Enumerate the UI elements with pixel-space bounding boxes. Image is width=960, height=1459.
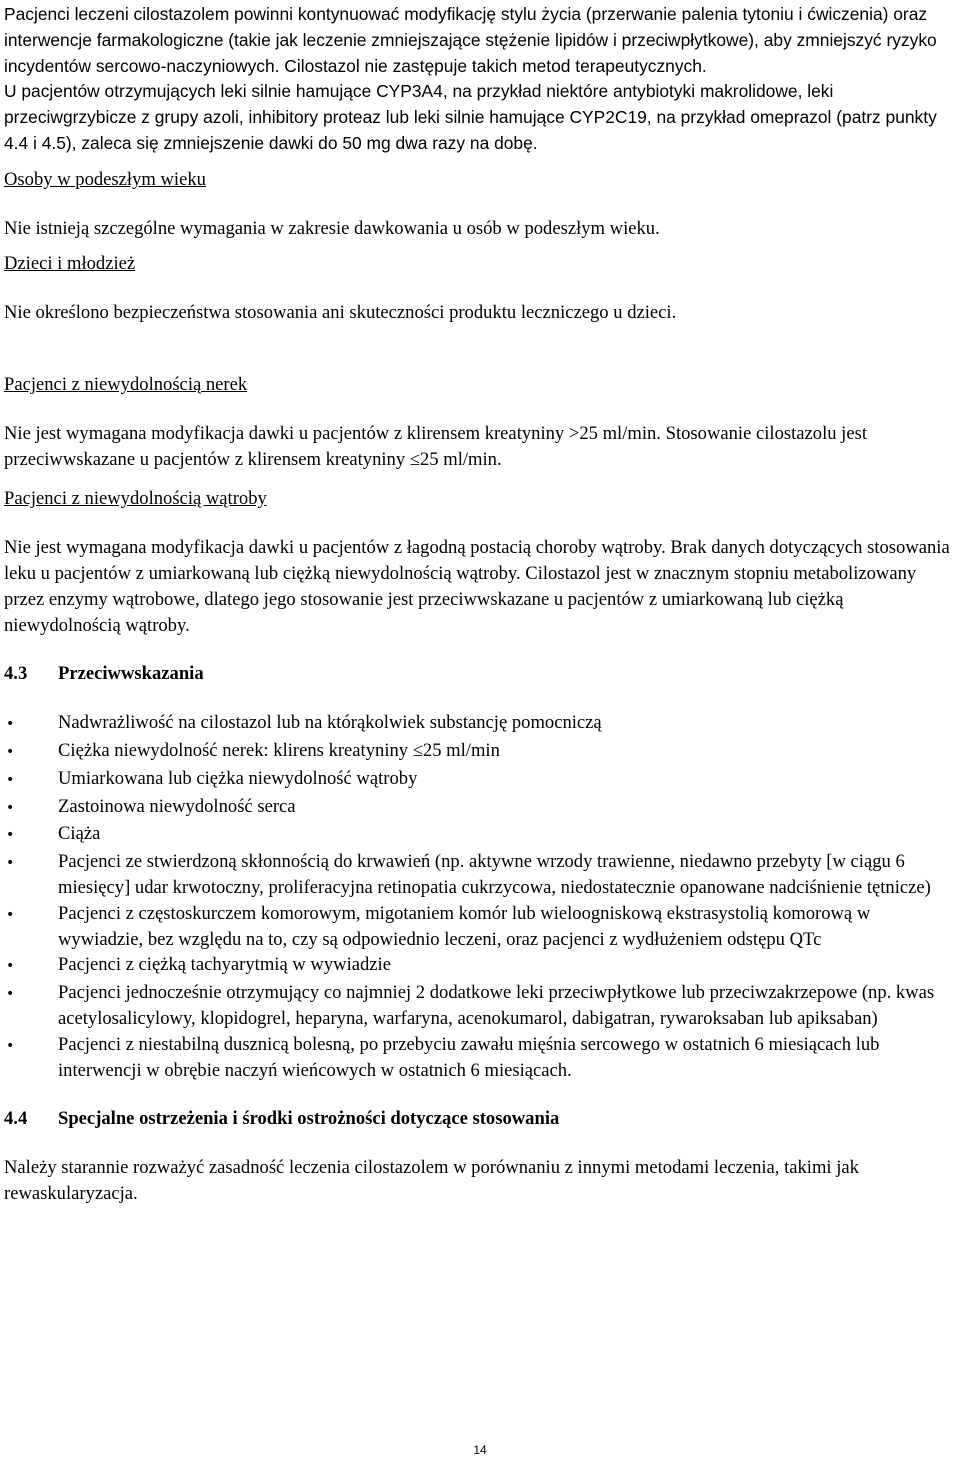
section-title-text: Przeciwwskazania <box>58 663 204 685</box>
bullet-icon <box>4 980 58 1032</box>
contraindication-text: Ciężka niewydolność nerek: klirens kreatyniny ≤25 ml/min <box>58 739 500 761</box>
contraindication-item <box>4 821 956 849</box>
contraindication-item <box>4 901 956 953</box>
contraindication-text: Pacjenci z niestabilną dusznicą bolesną, po przebyciu zawału mięśnia sercowego w ostatnich 6 miesiącach lub interwencji w obrębie naczyń wieńcowych w ostatnich 6 miesiącach. <box>58 1033 880 1081</box>
contraindication-text: Pacjenci z częstoskurczem komorowym, migotaniem komór lub wieloogniskową ekstrasystolią komorową w wywiadzie, bez względu na to, czy są odpowiednio leczeni, oraz pacjenci z wydłużeniem odstępu QTc <box>58 902 871 950</box>
contraindications-list <box>4 710 956 1083</box>
bullet-icon <box>4 901 58 953</box>
contraindication-text: Zastoinowa niewydolność serca <box>58 795 296 817</box>
elderly-text: Nie istnieją szczególne wymagania w zakresie dawkowania u osób w podeszłym wieku. <box>4 217 660 239</box>
section-number: 4.4 <box>4 1108 28 1130</box>
intro-paragraph-2: U pacjentów otrzymujących leki silnie hamujące CYP3A4, na przykład niektóre antybiotyki makrolidowe, leki przeciwgrzybicze z grupy azoli, inhibitory proteaz lub leki silnie hamujące CYP2C19, na przykład omeprazol (patrz punkty 4.4 i 4.5), zaleca się zmniejszenie dawki do 50 mg dwa razy na dobę. <box>4 81 937 153</box>
renal-text: Nie jest wymagana modyfikacja dawki u pacjentów z klirensem kreatyniny >25 ml/min. Stosowanie cilostazolu jest przeciwwskazane u pacjentów z klirensem kreatyniny ≤25 ml/min. <box>4 422 868 470</box>
contraindication-text: Nadwrażliwość na cilostazol lub na którąkolwiek substancję pomocniczą <box>58 712 602 734</box>
section-title-text: Specjalne ostrzeżenia i środki ostrożności dotyczące stosowania <box>58 1108 560 1130</box>
contraindication-item <box>4 952 956 980</box>
contraindication-item <box>4 980 956 1032</box>
contraindication-item <box>4 766 956 794</box>
document-page <box>4 2 956 1207</box>
contraindication-text: Umiarkowana lub ciężka niewydolność wątroby <box>58 767 418 789</box>
contraindication-text: Pacjenci jednocześnie otrzymujący co najmniej 2 dodatkowe leki przeciwpłytkowe lub przeciwzakrzepowe (np. kwas acetylosalicylowy, klopidogrel, heparyna, warfaryna, acenokumarol, dabigatran, rywaroksaban lub apiksaban) <box>58 982 935 1029</box>
contraindication-item <box>4 738 956 766</box>
contraindication-item <box>4 1032 956 1084</box>
section-number: 4.3 <box>4 663 28 685</box>
bullet-icon <box>4 952 58 980</box>
bullet-icon <box>4 1032 58 1084</box>
contraindication-item <box>4 794 956 822</box>
hepatic-heading: Pacjenci z niewydolnością wątroby <box>4 488 267 510</box>
elderly-heading: Osoby w podeszłym wieku <box>4 168 206 190</box>
bullet-icon <box>4 710 58 738</box>
section-4-3-title <box>4 661 956 687</box>
contraindication-text: Pacjenci ze stwierdzoną skłonnością do krwawień (np. aktywne wrzody trawienne, niedawno przebyty [w ciągu 6 miesięcy] udar krwotoczny, proliferacyjna retinopatia cukrzycowa, niedostatecznie opanowane nadciśnienie tętnicze) <box>58 851 931 898</box>
children-heading: Dzieci i młodzież <box>4 253 136 275</box>
section-4-4-text: Należy starannie rozważyć zasadność leczenia cilostazolem w porównaniu z innymi metodami leczenia, takimi jak rewaskularyzacja. <box>4 1157 859 1204</box>
contraindication-text: Ciąża <box>58 823 101 845</box>
bullet-icon <box>4 821 58 849</box>
bullet-icon <box>4 738 58 766</box>
children-text: Nie określono bezpieczeństwa stosowania ani skuteczności produktu leczniczego u dzieci. <box>4 302 677 324</box>
contraindication-item <box>4 849 956 901</box>
bullet-icon <box>4 849 58 901</box>
intro-paragraph-1: Pacjenci leczeni cilostazolem powinni kontynuować modyfikację stylu życia (przerwanie palenia tytoniu i ćwiczenia) oraz interwencje farmakologiczne (takie jak leczenie zmniejszające stężenie lipidów i przeciwpłytkowe), aby zmniejszyć ryzyko incydentów sercowo-naczyniowych. Cilostazol nie zastępuje takich metod terapeutycznych. <box>4 4 937 76</box>
renal-heading: Pacjenci z niewydolnością nerek <box>4 373 248 395</box>
section-4-4-title <box>4 1106 956 1132</box>
contraindication-text: Pacjenci z ciężką tachyarytmią w wywiadzie <box>58 954 391 976</box>
page-number: 14 <box>473 1443 487 1457</box>
hepatic-text: Nie jest wymagana modyfikacja dawki u pacjentów z łagodną postacią choroby wątroby. Brak danych dotyczących stosowania leku u pacjentów z umiarkowaną lub ciężką niewydolnością wątroby. Cilostazol jest w znacznym stopniu metabolizowany przez enzymy wątrobowe, dlatego jego stosowanie jest przeciwwskazane u pacjentów z umiarkowaną lub ciężką niewydolnością wątroby. <box>4 537 950 636</box>
bullet-icon <box>4 794 58 822</box>
contraindication-item <box>4 710 956 738</box>
bullet-icon <box>4 766 58 794</box>
